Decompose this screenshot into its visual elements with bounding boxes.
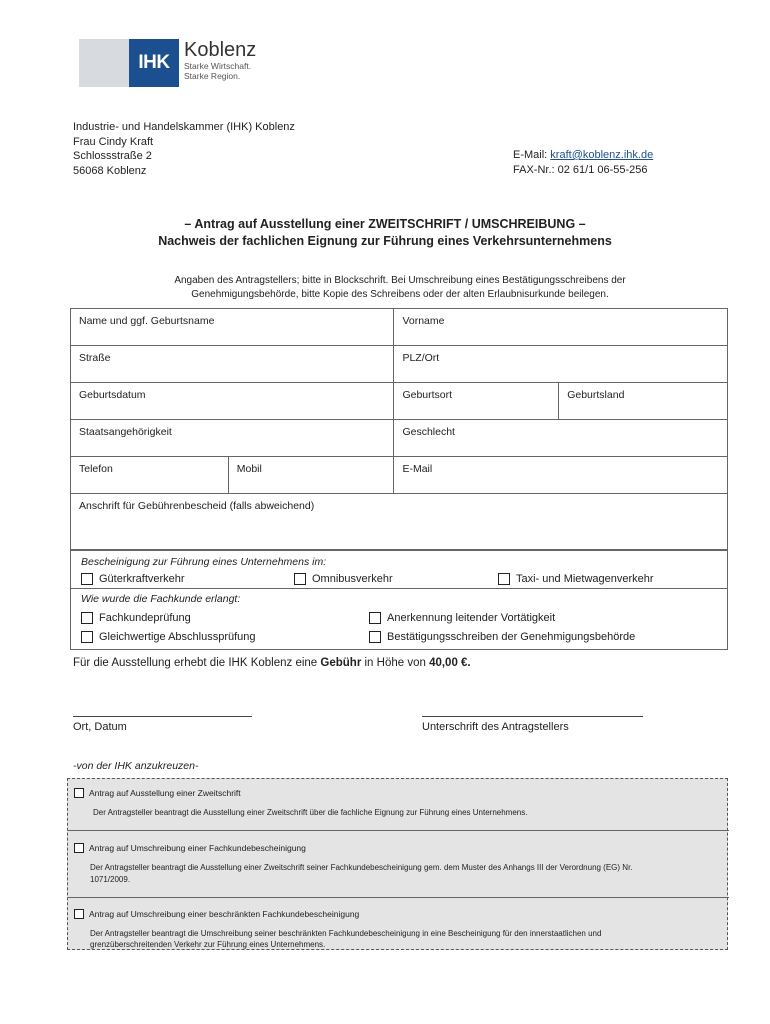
recipient-address — [73, 120, 295, 178]
intro-line-2: Genehmigungsbehörde, bitte Kopie des Schreibens oder der alten Erlaubnisurkunde beilegen. — [191, 288, 609, 300]
fax-line: FAX-Nr.: 02 61/1 06-55-256 — [513, 163, 648, 176]
intro-line-1: Angaben des Antragstellers; bitte in Blockschrift. Bei Umschreibung eines Bestätigungsschreibens der — [174, 275, 626, 286]
geburtsort-field[interactable]: Geburtsort — [394, 383, 559, 420]
geburtsdatum-field[interactable]: Geburtsdatum — [71, 383, 394, 420]
option-bestaetigungsschreiben[interactable] — [369, 631, 635, 643]
logo-slogan-2: Starke Region. — [184, 71, 241, 81]
telefon-field[interactable]: Telefon — [71, 457, 229, 494]
option-label: Gleichwertige Abschlussprüfung — [99, 631, 256, 643]
ihk-item-desc-1: Der Antragsteller beantragt die Ausstellung einer Zweitschrift seiner Fachkundebescheinigung gem. dem Muster des Anhangs III der Verordnung (EG) Nr. — [90, 863, 633, 872]
title-line-2: Nachweis der fachlichen Eignung zur Führung eines Verkehrsunternehmens — [158, 234, 612, 248]
certificate-section — [70, 550, 728, 650]
intro-text — [130, 274, 670, 301]
how-heading: Wie wurde die Fachkunde erlangt: — [81, 593, 241, 605]
ihk-note: -von der IHK anzukreuzen- — [73, 760, 199, 772]
option-omnibusverkehr[interactable] — [294, 573, 393, 585]
logo-name: Koblenz — [184, 39, 257, 61]
option-label: Omnibusverkehr — [312, 573, 393, 585]
recipient-line-2: Frau Cindy Kraft — [73, 135, 154, 148]
form-title — [0, 216, 770, 250]
option-label: Fachkundeprüfung — [99, 612, 191, 624]
email-label: E-Mail: — [513, 149, 548, 161]
certificate-heading: Bescheinigung zur Führung eines Unternehmens im: — [81, 556, 327, 568]
certificate-type-row — [71, 551, 727, 589]
option-anerkennung-vortaetigkeit[interactable] — [369, 612, 555, 624]
fee-prefix: Für die Ausstellung erhebt die IHK Koblenz eine — [73, 657, 321, 669]
signature-line[interactable] — [422, 716, 643, 717]
checkbox-taxi-mietwagenverkehr[interactable] — [498, 573, 510, 585]
checkbox-fachkundepruefung[interactable] — [81, 612, 93, 624]
option-label: Bestätigungsschreiben der Genehmigungsbehörde — [387, 631, 636, 643]
email-link[interactable]: kraft@koblenz.ihk.de — [550, 149, 654, 161]
checkbox-anerkennung-vortaetigkeit[interactable] — [369, 612, 381, 624]
ihk-item-desc-2: 1071/2009. — [90, 875, 131, 884]
ihk-item-head[interactable] — [74, 909, 359, 919]
checkbox-beschraenkt[interactable] — [74, 909, 84, 919]
checkbox-zweitschrift[interactable] — [74, 788, 84, 798]
fee-statement — [73, 657, 471, 669]
option-label: Anerkennung leitender Vortätigkeit — [387, 612, 556, 624]
checkbox-omnibusverkehr[interactable] — [294, 573, 306, 585]
logo-text — [184, 39, 256, 81]
option-fachkundepruefung[interactable] — [81, 612, 191, 624]
signature-label: Unterschrift des Antragstellers — [422, 721, 569, 733]
geburtsland-field[interactable]: Geburtsland — [559, 383, 728, 420]
ihk-office-box — [67, 778, 728, 950]
recipient-line-4: 56068 Koblenz — [73, 164, 147, 177]
email-line — [513, 148, 653, 163]
recipient-line-1: Industrie- und Handelskammer (IHK) Koblenz — [73, 121, 295, 133]
plz-ort-field[interactable]: PLZ/Ort — [394, 346, 728, 383]
recipient-line-3: Schlossstraße 2 — [73, 150, 152, 162]
ihk-item-desc-1: Der Antragsteller beantragt die Umschreibung seiner beschränkten Fachkundebescheinigung in eine Bescheinigung für den innerstaatlichen und — [90, 929, 602, 938]
email-field[interactable]: E-Mail — [394, 457, 728, 494]
ihk-item-title: Antrag auf Ausstellung einer Zweitschrift — [89, 788, 241, 798]
place-date-line[interactable] — [73, 716, 252, 717]
logo-grey-block — [79, 39, 129, 87]
ihk-item-head[interactable] — [74, 843, 306, 853]
ihk-item-desc: Der Antragsteller beantragt die Ausstellung einer Zweitschrift über die fachliche Eignung zur Führung eines Unternehmens. — [93, 808, 528, 817]
ihk-logo — [79, 39, 256, 87]
fee-amount: 40,00 €. — [429, 657, 471, 669]
fee-bold: Gebühr — [320, 657, 362, 669]
ihk-separator — [68, 897, 729, 898]
ihk-separator — [68, 830, 729, 831]
option-taxi-mietwagenverkehr[interactable] — [498, 573, 654, 585]
title-line-1: – Antrag auf Ausstellung einer ZWEITSCHRIFT / UMSCHREIBUNG – — [184, 217, 586, 231]
place-date-label: Ort, Datum — [73, 721, 127, 733]
checkbox-gueterkraftverkehr[interactable] — [81, 573, 93, 585]
option-gueterkraftverkehr[interactable] — [81, 573, 185, 585]
applicant-form — [70, 308, 728, 550]
option-label: Taxi- und Mietwagenverkehr — [516, 573, 654, 585]
vorname-field[interactable]: Vorname — [394, 309, 728, 346]
logo-slogan-1: Starke Wirtschaft. — [184, 61, 252, 71]
checkbox-umschreibung[interactable] — [74, 843, 84, 853]
option-gleichwertige-abschlusspruefung[interactable] — [81, 631, 256, 643]
staatsangehoerigkeit-field[interactable]: Staatsangehörigkeit — [71, 420, 394, 457]
ihk-item-title: Antrag auf Umschreibung einer beschränkten Fachkundebescheinigung — [89, 909, 360, 919]
ihk-item-title: Antrag auf Umschreibung einer Fachkundebescheinigung — [89, 843, 306, 853]
geschlecht-field[interactable]: Geschlecht — [394, 420, 728, 457]
ihk-item-head[interactable] — [74, 788, 241, 798]
fee-middle: in Höhe von — [361, 657, 430, 669]
option-label: Güterkraftverkehr — [99, 573, 185, 585]
anschrift-field[interactable]: Anschrift für Gebührenbescheid (falls abweichend) — [71, 494, 728, 550]
checkbox-gleichwertige-abschlusspruefung[interactable] — [81, 631, 93, 643]
logo-mark: IHK — [129, 39, 179, 87]
ihk-item-desc-2: grenzüberschreitenden Verkehr zur Führung eines Unternehmens. — [90, 940, 326, 949]
name-field[interactable]: Name und ggf. Geburtsname — [71, 309, 394, 346]
mobil-field[interactable]: Mobil — [228, 457, 394, 494]
strasse-field[interactable]: Straße — [71, 346, 394, 383]
checkbox-bestaetigungsschreiben[interactable] — [369, 631, 381, 643]
contact-info — [513, 148, 653, 177]
